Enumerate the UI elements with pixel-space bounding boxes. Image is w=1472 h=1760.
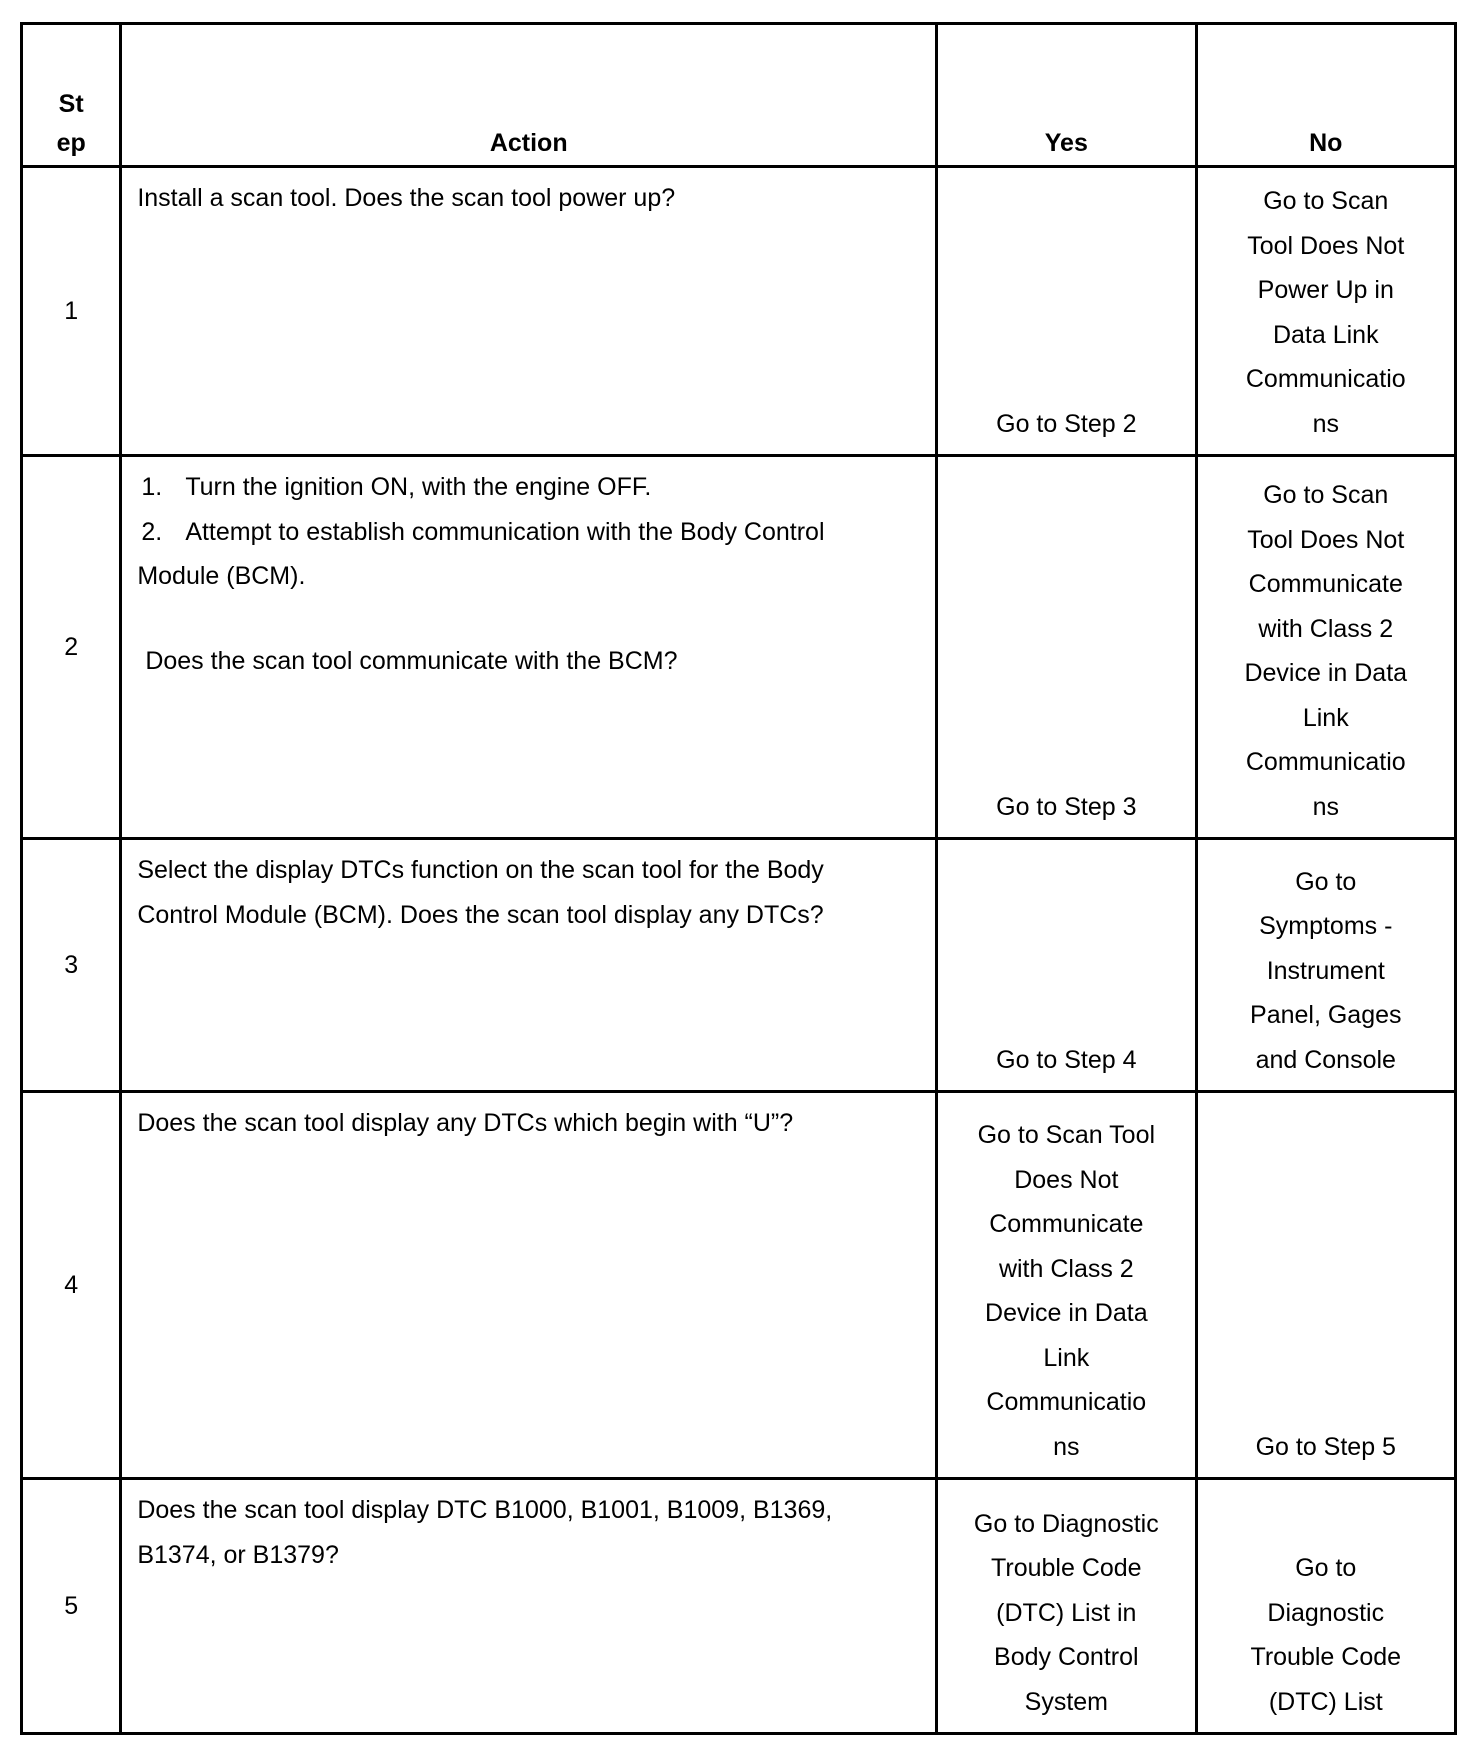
yes-result: Go to Step 3 [937,456,1196,839]
list-number: 2. [141,517,163,546]
no-result: Go to Symptoms - Instrument Panel, Gages and Console [1196,839,1455,1092]
no-result: Go to Scan Tool Does Not Communicate with Class 2 Device in Data Link Communicatio ns [1196,456,1455,839]
action-text: Does the scan tool display DTC B1000, B1001, B1009, B1369, B1374, or B1379? [121,1479,937,1734]
table-row [22,167,1456,456]
table-row [22,839,1456,1092]
action-text: Install a scan tool. Does the scan tool power up? [121,167,937,456]
yes-result: Go to Diagnostic Trouble Code (DTC) List in Body Control System [937,1479,1196,1734]
header-yes: Yes [937,24,1196,167]
no-result: Go to Diagnostic Trouble Code (DTC) List [1196,1479,1455,1734]
no-result: Go to Step 5 [1196,1092,1455,1479]
yes-result: Go to Scan Tool Does Not Communicate with Class 2 Device in Data Link Communicatio ns [937,1092,1196,1479]
table-header-row [22,24,1456,167]
header-action: Action [121,24,937,167]
action-steps-list [137,465,865,599]
diagnostic-table [20,22,1457,1735]
yes-result: Go to Step 2 [937,167,1196,456]
step-number: 3 [22,839,121,1092]
step-number: 5 [22,1479,121,1734]
step-number: 1 [22,167,121,456]
step-number: 2 [22,456,121,839]
header-no: No [1196,24,1455,167]
action-text: Select the display DTCs function on the scan tool for the Body Control Module (BCM). Does the scan tool display any DTCs? [121,839,937,1092]
list-number: 1. [141,473,163,501]
list-item [137,510,865,599]
step-number: 4 [22,1092,121,1479]
action-question: Does the scan tool communicate with the BCM? [145,646,678,675]
table-row [22,1092,1456,1479]
list-text: Turn the ignition ON, with the engine OFF. [185,473,652,501]
action-text: Does the scan tool display any DTCs which begin with “U”? [121,1092,937,1479]
yes-result: Go to Step 4 [937,839,1196,1092]
no-result: Go to Scan Tool Does Not Power Up in Data Link Communicatio ns [1196,167,1455,456]
table-row [22,1479,1456,1734]
list-text: Attempt to establish communication with the Body Control Module (BCM). [137,517,825,590]
list-item [137,465,865,510]
action-text [121,456,937,839]
header-step: St ep [22,24,121,167]
table-row [22,456,1456,839]
